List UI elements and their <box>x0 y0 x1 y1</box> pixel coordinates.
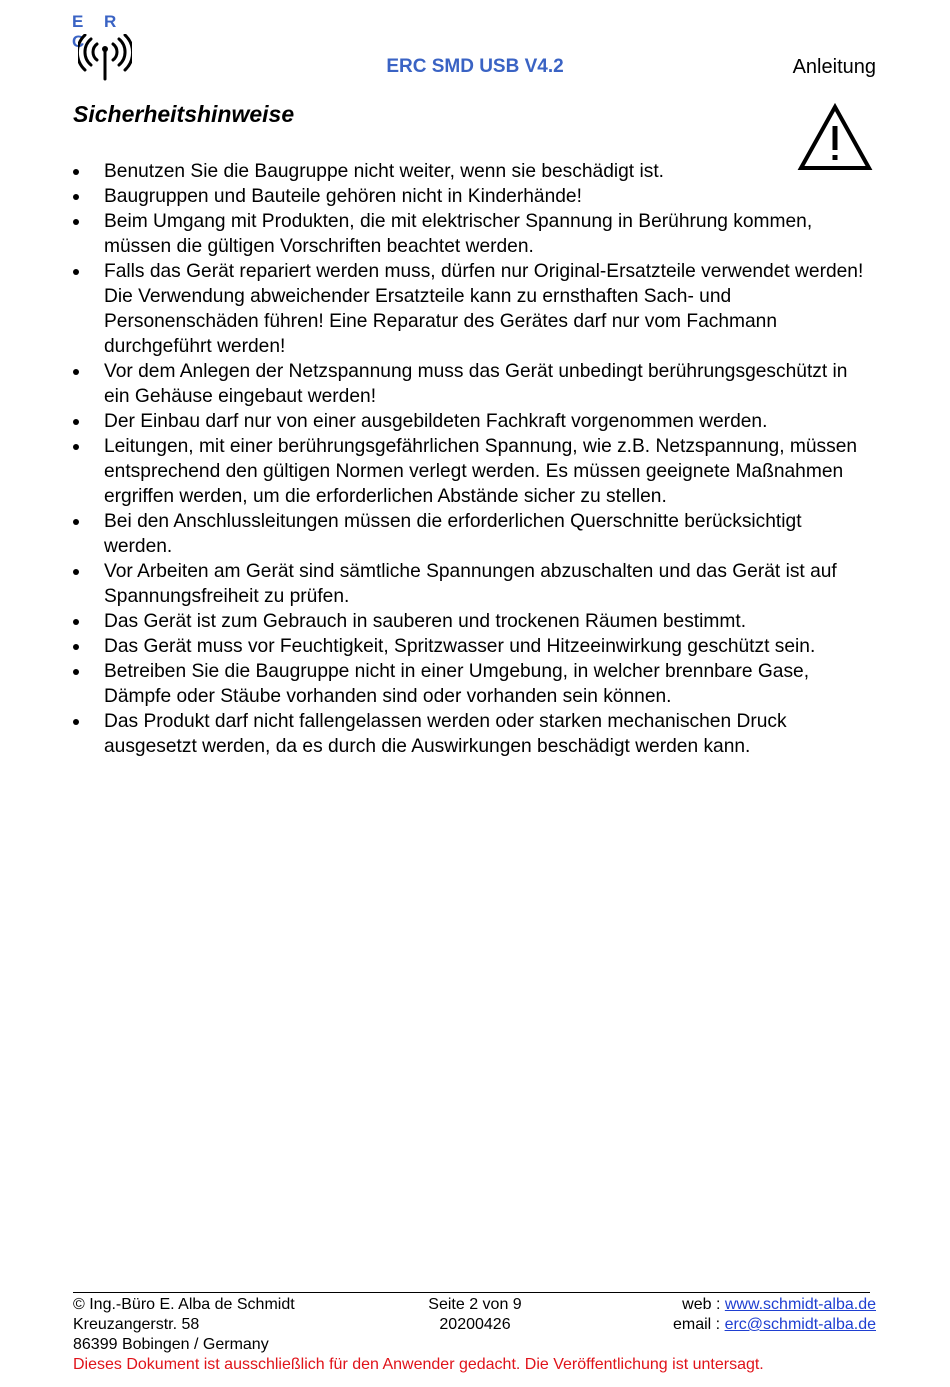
bullet <box>73 719 79 725</box>
list-item-text: Leitungen, mit einer berührungsgefährlichen Spannung, wie z.B. Netzspannung, müssen entsprechend den gültigen Normen verlegt werden. Es müssen geeignete Maßnahmen ergriffen werden, um die erforderlichen Abstände sicher zu stellen. <box>104 436 858 507</box>
footer-company: © Ing.-Büro E. Alba de Schmidt <box>73 1296 295 1313</box>
list-item <box>73 659 873 709</box>
footer-divider <box>73 1292 870 1293</box>
document-title: ERC SMD USB V4.2 <box>386 56 564 77</box>
footer-city: 86399 Bobingen / Germany <box>73 1336 269 1353</box>
list-item <box>73 409 873 434</box>
footer-contact <box>673 1295 876 1335</box>
list-item <box>73 609 873 634</box>
section-heading: Sicherheitshinweise <box>73 101 295 127</box>
list-item-text: Betreiben Sie die Baugruppe nicht in einer Umgebung, in welcher brennbare Gase, Dämpfe oder Stäube vorhanden sind oder vorhanden sein können. <box>104 661 810 707</box>
list-item-text: Das Gerät ist zum Gebrauch in sauberen und trockenen Räumen bestimmt. <box>104 611 747 632</box>
list-item-text: Bei den Anschlussleitungen müssen die erforderlichen Querschnitte berücksichtigt werden. <box>104 511 802 557</box>
bullet <box>73 519 79 525</box>
bullet <box>73 269 79 275</box>
list-item-text: Benutzen Sie die Baugruppe nicht weiter, wenn sie beschädigt ist. <box>104 161 664 182</box>
bullet <box>73 369 79 375</box>
logo-letters: E R C <box>72 12 125 51</box>
footer-street: Kreuzangerstr. 58 <box>73 1316 200 1333</box>
bullet <box>73 169 79 175</box>
list-item <box>73 159 873 184</box>
website-link[interactable]: www.schmidt-alba.de <box>724 1296 876 1313</box>
footer-email <box>673 1315 876 1335</box>
list-item-text: Vor Arbeiten am Gerät sind sämtliche Spannungen abzuschalten und das Gerät ist auf Spannungsfreiheit zu prüfen. <box>104 561 837 607</box>
disclaimer: Dieses Dokument ist ausschließlich für den Anwender gedacht. Die Veröffentlichung ist untersagt. <box>73 1356 764 1373</box>
list-item <box>73 709 873 759</box>
list-item <box>73 184 873 209</box>
list-item-text: Vor dem Anlegen der Netzspannung muss das Gerät unbedingt berührungsgeschützt in ein Gehäuse eingebaut werden! <box>104 361 848 407</box>
document-type: Anleitung <box>792 56 876 78</box>
document-date: 20200426 <box>439 1316 511 1333</box>
bullet <box>73 219 79 225</box>
list-item-text: Beim Umgang mit Produkten, die mit elektrischer Spannung in Berührung kommen, müssen die gültigen Vorschriften beachtet werden. <box>104 211 813 257</box>
email-link[interactable]: erc@schmidt-alba.de <box>724 1316 876 1333</box>
list-item-text: Das Gerät muss vor Feuchtigkeit, Spritzwasser und Hitzeeinwirkung geschützt sein. <box>104 636 816 657</box>
list-item <box>73 634 873 659</box>
bullet <box>73 569 79 575</box>
list-item-text: Das Produkt darf nicht fallengelassen werden oder starken mechanischen Druck ausgesetzt werden, da es durch die Auswirkungen beschädigt werden kann. <box>104 711 787 757</box>
list-item <box>73 434 873 509</box>
safety-notes-list <box>73 159 873 759</box>
page-number: Seite 2 von 9 <box>428 1296 522 1313</box>
footer-web <box>673 1295 876 1315</box>
bullet <box>73 444 79 450</box>
list-item-text: Baugruppen und Bauteile gehören nicht in Kinderhände! <box>104 186 582 207</box>
list-item <box>73 359 873 409</box>
email-label: email : <box>673 1316 725 1333</box>
list-item-text: Der Einbau darf nur von einer ausgebildeten Fachkraft vorgenommen werden. <box>104 411 768 432</box>
list-item <box>73 259 873 359</box>
bullet <box>73 644 79 650</box>
bullet <box>73 194 79 200</box>
list-item <box>73 559 873 609</box>
list-item-text: Falls das Gerät repariert werden muss, dürfen nur Original-Ersatzteile verwendet werden! Die Verwendung abweichender Ersatzteile kann zu ernsthaften Sach- und Personenschäden führen! Eine Reparatur des Gerätes darf nur vom Fachmann durchgeführt werden! <box>104 261 864 357</box>
list-item <box>73 209 873 259</box>
bullet <box>73 619 79 625</box>
web-label: web : <box>682 1296 725 1313</box>
list-item <box>73 509 873 559</box>
bullet <box>73 669 79 675</box>
bullet <box>73 419 79 425</box>
